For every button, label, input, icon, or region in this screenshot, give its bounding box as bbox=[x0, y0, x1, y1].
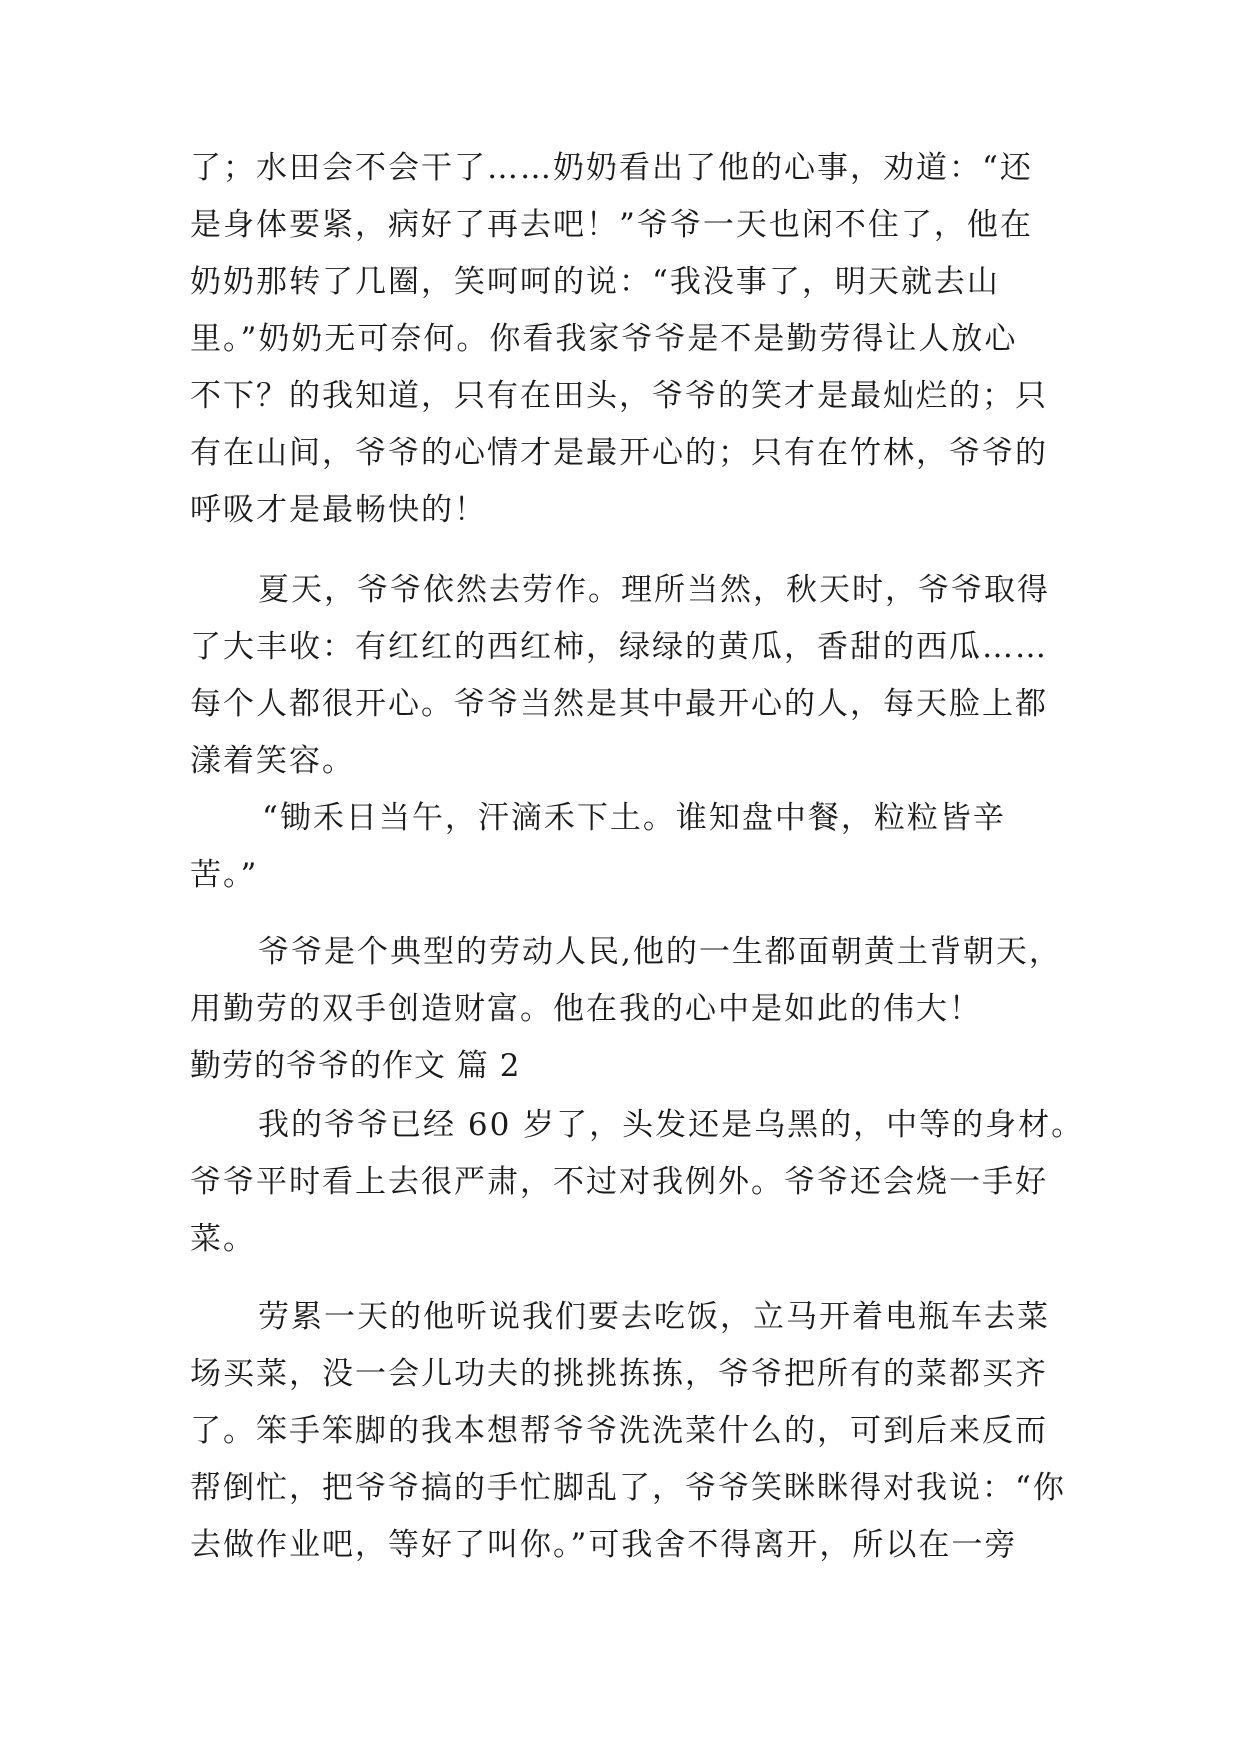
text-line: 了大丰收：有红红的西红柿，绿绿的黄瓜，香甜的西瓜…… bbox=[190, 629, 1048, 665]
paragraph-first-line: 我的爷爷已经 60 岁了，头发还是乌黑的，中等的身材。 bbox=[258, 1107, 1085, 1143]
text-line: 奶奶那转了几圈，笑呵呵的说：“我没事了，明天就去山 bbox=[190, 264, 1000, 300]
paragraph-first-line: 劳累一天的他听说我们要去吃饭，立马开着电瓶车去菜 bbox=[258, 1299, 1050, 1335]
text-line: 去做作业吧，等好了叫你。”可我舍不得离开，所以在一旁 bbox=[190, 1527, 1018, 1563]
poem-quote-line: “锄禾日当午，汗滴禾下土。谁知盘中餐，粒粒皆辛 bbox=[262, 800, 1006, 836]
text-line: 用勤劳的双手创造财富。他在我的心中是如此的伟大！ bbox=[190, 991, 982, 1027]
text-line: 了；水田会不会干了……奶奶看出了他的心事，劝道：“还 bbox=[190, 150, 1033, 186]
text-line: 呼吸才是最畅快的！ bbox=[190, 492, 487, 528]
paragraph-first-line: 夏天，爷爷依然去劳作。理所当然，秋天时，爷爷取得 bbox=[258, 572, 1050, 608]
text-line: 里。”奶奶无可奈何。你看我家爷爷是不是勤劳得让人放心 bbox=[190, 321, 1018, 357]
text-line: 帮倒忙，把爷爷搞的手忙脚乱了，爷爷笑眯眯得对我说：“你 bbox=[190, 1470, 1066, 1506]
text-line: 有在山间，爷爷的心情才是最开心的；只有在竹林，爷爷的 bbox=[190, 435, 1048, 471]
paragraph-first-line: 爷爷是个典型的劳动人民,他的一生都面朝黄土背朝天， bbox=[258, 934, 1062, 970]
section-heading: 勤劳的爷爷的作文 篇 2 bbox=[190, 1048, 521, 1084]
text-line: 不下？的我知道，只有在田头，爷爷的笑才是最灿烂的；只 bbox=[190, 378, 1048, 414]
text-line: 每个人都很开心。爷爷当然是其中最开心的人，每天脸上都 bbox=[190, 686, 1048, 722]
text-line: 菜。 bbox=[190, 1221, 256, 1257]
text-line: 场买菜，没一会儿功夫的挑挑拣拣，爷爷把所有的菜都买齐 bbox=[190, 1356, 1048, 1392]
text-line: 了。笨手笨脚的我本想帮爷爷洗洗菜什么的，可到后来反而 bbox=[190, 1413, 1048, 1449]
text-line: 漾着笑容。 bbox=[190, 743, 355, 779]
text-line: 爷爷平时看上去很严肃，不过对我例外。爷爷还会烧一手好 bbox=[190, 1164, 1048, 1200]
text-line: 是身体要紧，病好了再去吧！”爷爷一天也闲不住了，他在 bbox=[190, 207, 1033, 243]
text-line: 苦。” bbox=[190, 857, 259, 893]
